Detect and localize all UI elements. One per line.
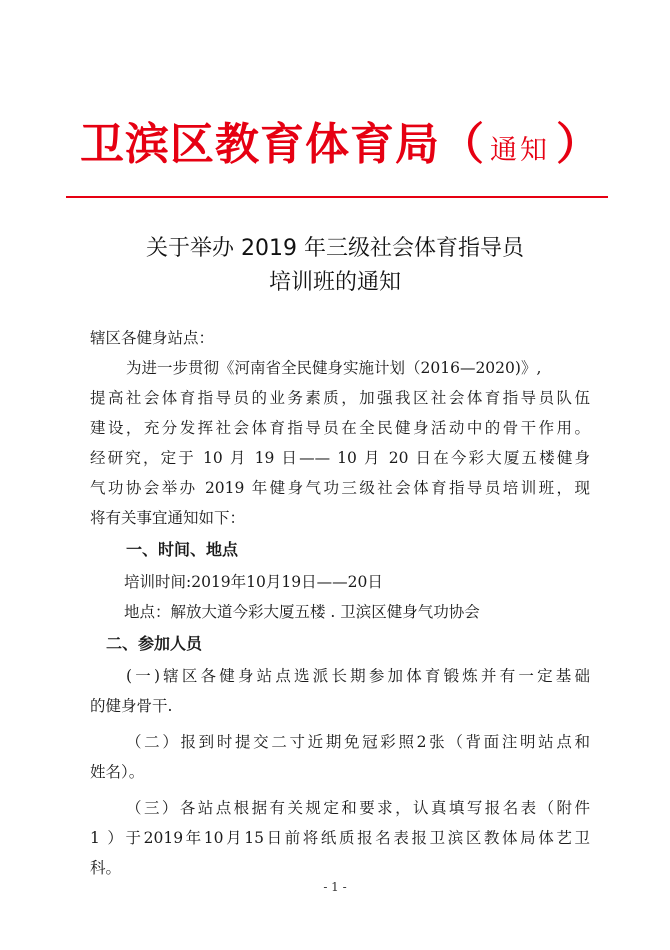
intro-line: 经研究，定于 10 月 19 日—— 10 月 20 日在今彩大厦五楼健身 [90, 449, 590, 467]
section-heading-time-place: 一、时间、地点 [126, 540, 239, 559]
document-title-line-2: 培训班的通知 [268, 270, 401, 295]
intro-line: 提高社会体育指导员的业务素质，加强我区社会体育指导员队伍 [90, 389, 590, 407]
page-number: - 1 - [323, 880, 347, 894]
letterhead-org-name: 卫滨区教育体育局 [80, 119, 440, 170]
participant-item-2 [90, 727, 590, 787]
letterhead-paren-open: （ [440, 119, 484, 170]
document-title-line-1: 关于举办 2019 年三级社会体育指导员 [146, 236, 524, 261]
intro-line: 气功协会举办 2019 年健身气功三级社会体育指导员培训班，现 [90, 479, 590, 497]
intro-line: 建设，充分发挥社会体育指导员在全民健身活动中的骨干作用。 [90, 419, 590, 437]
participant-item-3 [90, 793, 590, 883]
letterhead [80, 108, 620, 172]
item-line: 姓名）。 [90, 763, 145, 781]
document-body [90, 323, 590, 883]
item-line: （二）报到时提交二寸近期免冠彩照2张（背面注明站点和 [126, 733, 590, 751]
item-line: 科。 [90, 859, 122, 877]
intro-paragraph [90, 353, 590, 533]
intro-line: 将有关事宜通知如下： [90, 509, 246, 527]
item-line: (一)辖区各健身站点选派长期参加体育锻炼并有一定基础 [126, 667, 590, 685]
participant-item-1 [90, 661, 590, 721]
letterhead-paren-close: ） [556, 119, 600, 170]
item-line: 1 ）于2019年10月15日前将纸质报名表报卫滨区教体局体艺卫 [90, 829, 590, 847]
item-line: （三）各站点根据有关规定和要求，认真填写报名表（附件 [126, 799, 590, 817]
training-place: 地点：解放大道今彩大厦五楼 . 卫滨区健身气功协会 [124, 603, 480, 621]
salutation: 辖区各健身站点： [90, 329, 215, 347]
letterhead-document-type: 通知 [490, 135, 550, 166]
intro-line: 为进一步贯彻《河南省全民健身实施计划（2016—2020)》, [126, 359, 542, 377]
section-heading-participants: 二、参加人员 [106, 634, 203, 653]
item-line: 的健身骨干. [90, 697, 173, 715]
training-time: 培训时间:2019年10月19日——20日 [124, 573, 383, 591]
letterhead-red-divider [66, 196, 608, 198]
